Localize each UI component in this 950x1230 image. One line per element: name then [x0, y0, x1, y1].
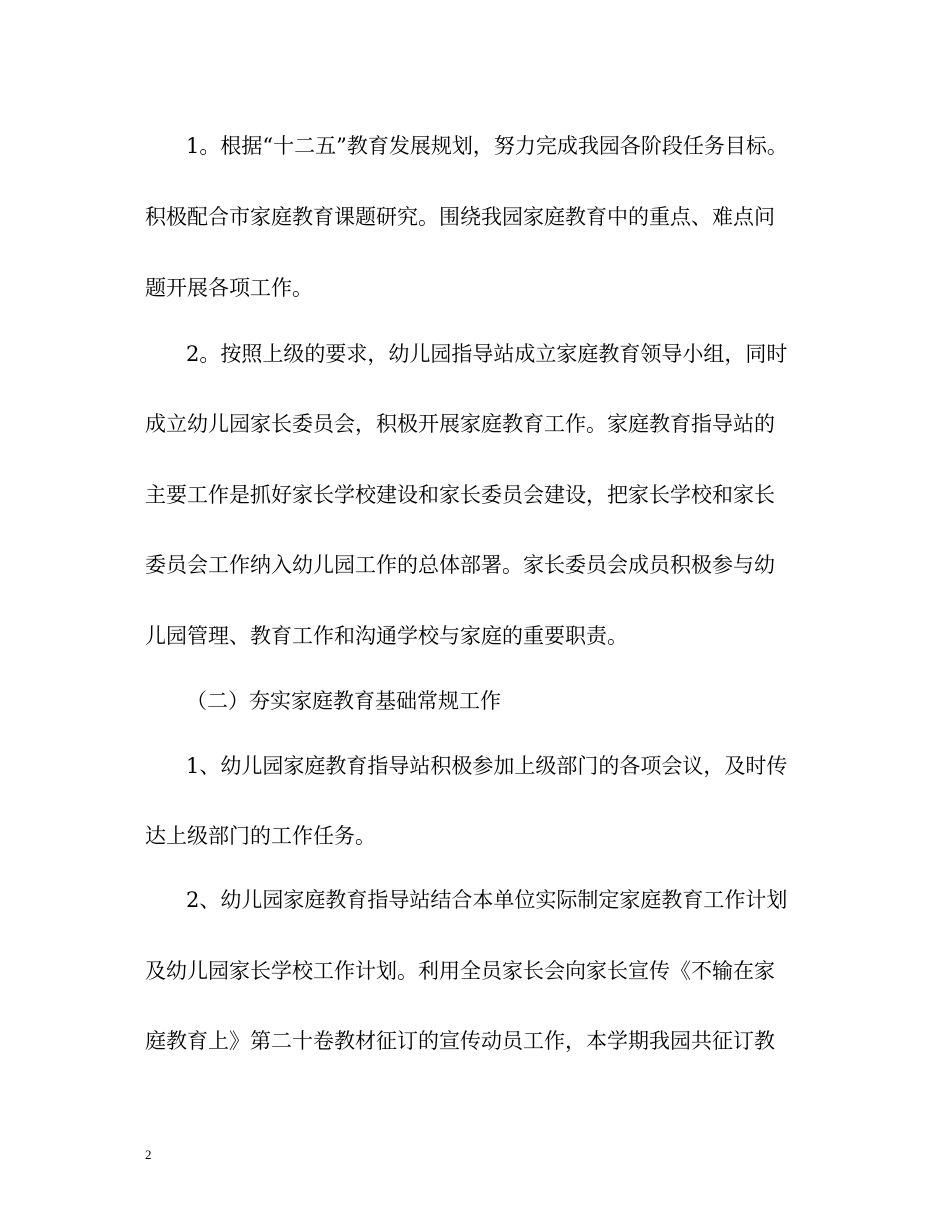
paragraph-line: 1。根据“十二五”教育发展规划，努力完成我园各阶段任务目标。	[186, 134, 788, 158]
paragraph-line: 委员会工作纳入幼儿园工作的总体部署。家长委员会成员积极参与幼	[145, 553, 775, 577]
paragraph-line: 成立幼儿园家长委员会，积极开展家庭教育工作。家庭教育指导站的	[145, 412, 775, 436]
paragraph-line: 1、幼儿园家庭教育指导站积极参加上级部门的各项会议，及时传	[186, 754, 788, 778]
paragraph-line: 达上级部门的工作任务。	[145, 824, 376, 848]
paragraph-line: 2。按照上级的要求，幼儿园指导站成立家庭教育领导小组，同时	[186, 342, 788, 366]
page-number: 2	[145, 1147, 152, 1162]
paragraph-line: 题开展各项工作。	[145, 276, 313, 300]
paragraph-line: 儿园管理、教育工作和沟通学校与家庭的重要职责。	[145, 624, 628, 648]
paragraph-line: 庭教育上》第二十卷教材征订的宣传动员工作，本学期我园共征订教	[145, 1029, 775, 1053]
paragraph-line: 主要工作是抓好家长学校建设和家长委员会建设，把家长学校和家长	[145, 483, 775, 507]
section-heading: （二）夯实家庭教育基础常规工作	[186, 689, 501, 713]
paragraph-line: 及幼儿园家长学校工作计划。利用全员家长会向家长宣传《不输在家	[145, 959, 775, 983]
paragraph-line: 积极配合市家庭教育课题研究。围绕我园家庭教育中的重点、难点问	[145, 205, 775, 229]
paragraph-line: 2、幼儿园家庭教育指导站结合本单位实际制定家庭教育工作计划	[186, 888, 788, 912]
